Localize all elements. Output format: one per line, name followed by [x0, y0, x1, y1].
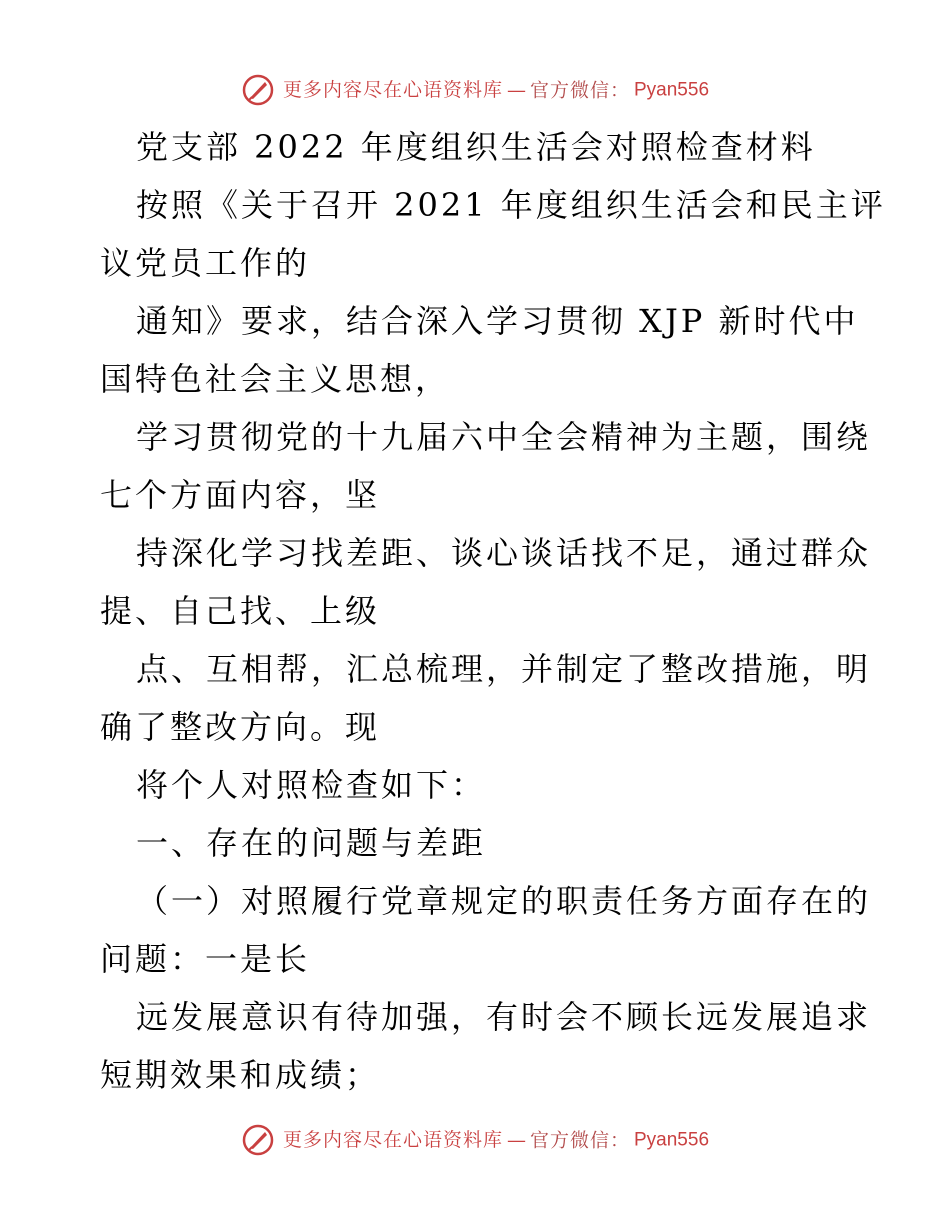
watermark-separator: — — [506, 79, 526, 102]
watermark-separator: — — [506, 1129, 526, 1152]
paragraph-line: 远发展意识有待加强，有时会不顾长远发展追求 — [136, 998, 872, 1036]
paragraph-line: 提、自己找、上级 — [100, 592, 381, 630]
document-title: 党支部 2022 年度组织生活会对照检查材料 — [136, 128, 816, 166]
watermark-label: 官方微信： — [529, 1129, 630, 1152]
paragraph-line: 七个方面内容，坚 — [100, 476, 381, 514]
section-heading: 一、存在的问题与差距 — [136, 824, 487, 862]
paragraph-line: 持深化学习找差距、谈心谈话找不足，通过群众 — [136, 534, 872, 572]
paragraph-line: 点、互相帮，汇总梳理，并制定了整改措施，明 — [136, 650, 872, 688]
paragraph-line: 问题：一是长 — [100, 940, 311, 978]
watermark-wechat-id: Pyan556 — [634, 79, 710, 101]
paragraph-line: 短期效果和成绩； — [100, 1056, 381, 1094]
paragraph-line: 通知》要求，结合深入学习贯彻 XJP 新时代中 — [136, 302, 859, 340]
paragraph-line: 将个人对照检查如下： — [136, 766, 487, 804]
paragraph-line: 确了整改方向。现 — [100, 708, 381, 746]
quill-logo-icon — [241, 1123, 275, 1157]
watermark-text: 更多内容尽在心语资料库 — [282, 1129, 503, 1152]
paragraph-line: 国特色社会主义思想， — [100, 360, 451, 398]
watermark-text: 更多内容尽在心语资料库 — [282, 79, 503, 102]
header-watermark — [0, 70, 950, 110]
paragraph-line: 按照《关于召开 2021 年度组织生活会和民主评 — [136, 186, 886, 224]
footer-watermark — [0, 1120, 950, 1160]
paragraph-line: 学习贯彻党的十九届六中全会精神为主题，围绕 — [136, 418, 872, 456]
subsection-heading: （一）对照履行党章规定的职责任务方面存在的 — [136, 882, 872, 920]
watermark-label: 官方微信： — [529, 79, 630, 102]
quill-logo-icon — [241, 73, 275, 107]
document-body — [100, 118, 886, 1104]
paragraph-line: 议党员工作的 — [100, 244, 311, 282]
watermark-wechat-id: Pyan556 — [634, 1129, 710, 1151]
